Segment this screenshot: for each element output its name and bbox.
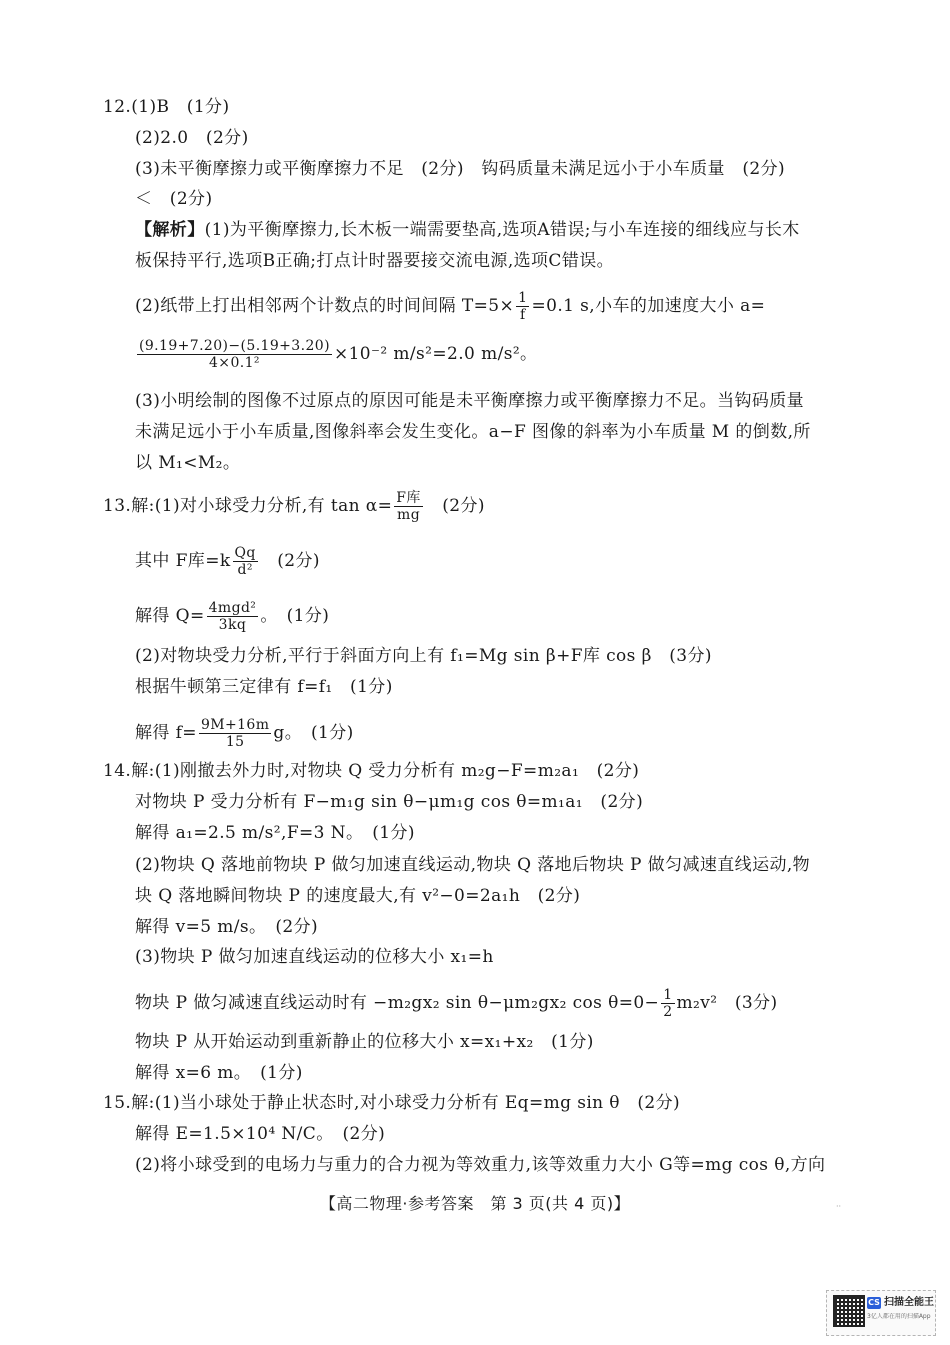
footer-dots: ··	[836, 1202, 842, 1211]
q12-answer-2: (2)2.0 (2分)	[135, 128, 249, 148]
q14-line-7: (3)物块 P 做匀加速直线运动的位移大小 x₁=h	[135, 947, 494, 967]
frac-den: 3kq	[218, 617, 247, 633]
q15-line-2: 解得 E=1.5×10⁴ N/C。 (2分)	[135, 1124, 386, 1144]
frac-num: (9.19+7.20)−(5.19+3.20)	[139, 338, 330, 354]
q14-line-1: 14.解:(1)刚撤去外力时,对物块 Q 受力分析有 m₂g−F=m₂a₁ (2分)	[103, 761, 640, 781]
q14-l8-prefix: 物块 P 做匀减速直线运动时有 −m₂gx₂ sin θ−μm₂gx₂ cos θ=0−	[135, 993, 660, 1013]
q13-l2-prefix: 其中 F库=k	[135, 551, 231, 571]
q12-explanation-1-text: (1)为平衡摩擦力,长木板一端需要垫高,选项A错误;与小车连接的细线应与长木	[204, 220, 800, 240]
q12-explanation-4	[135, 338, 537, 371]
q12-e3-prefix: (2)纸带上打出相邻两个计数点的时间间隔 T=5×	[135, 296, 515, 316]
q13-l1-prefix: 13.解:(1)对小球受力分析,有 tan α=	[103, 496, 393, 516]
q15-line-3: (2)将小球受到的电场力与重力的合力视为等效重力,该等效重力大小 G等=mg cos θ,方向	[135, 1155, 826, 1175]
frac-num: 1	[518, 290, 528, 306]
q13-l6-prefix: 解得 f=	[135, 723, 197, 743]
q12-answer-3: (3)未平衡摩擦力或平衡摩擦力不足 (2分) 钩码质量未满足远小于小车质量 (2分)	[135, 159, 786, 179]
q13-line-6	[135, 717, 354, 750]
jiexi-label: 【解析】	[135, 220, 205, 240]
frac-num: 9M+16m	[200, 717, 270, 733]
frac-den: 2	[663, 1004, 673, 1020]
q14-line-10: 解得 x=6 m。 (1分)	[135, 1063, 303, 1083]
frac-num: 1	[663, 987, 673, 1003]
q14-l8-suffix: m₂v² (3分)	[676, 993, 778, 1013]
frac-num: F库	[396, 490, 421, 506]
q13-line-2	[135, 545, 320, 578]
q13-line-4: (2)对物块受力分析,平行于斜面方向上有 f₁=Mg sin β+F库 cos β (3分)	[135, 646, 712, 666]
q12-explanation-1	[135, 219, 800, 241]
q13-l2-suffix: (2分)	[259, 551, 320, 571]
q12-explanation-3	[135, 290, 765, 323]
q14-line-8	[135, 987, 778, 1020]
q13-l1-suffix: (2分)	[424, 496, 485, 516]
camscanner-logo-icon: CS	[868, 1298, 880, 1307]
q12-answer-1: 12.(1)B (1分)	[103, 97, 230, 117]
page-footer: 【高二物理·参考答案 第 3 页(共 4 页)】	[319, 1194, 631, 1213]
q13-l3-prefix: 解得 Q=	[135, 606, 205, 626]
q12-explanation-2: 板保持平行,选项B正确;打点计时器要接交流电源,选项C错误。	[135, 251, 615, 271]
q12-explanation-5: (3)小明绘制的图像不过原点的原因可能是未平衡摩擦力或平衡摩擦力不足。当钩码质量	[135, 391, 805, 411]
q12-e4-suffix: ×10⁻² m/s²=2.0 m/s²。	[333, 344, 538, 364]
fraction-1-over-f	[516, 290, 529, 323]
fraction-half	[661, 987, 674, 1020]
fraction-tan	[394, 490, 423, 523]
q12-answer-3b: ＜ (2分)	[135, 189, 213, 209]
q12-e3-suffix: =0.1 s,小车的加速度大小 a=	[531, 296, 766, 316]
q14-line-3: 解得 a₁=2.5 m/s²,F=3 N。 (1分)	[135, 823, 415, 843]
q13-line-5: 根据牛顿第三定律有 f=f₁ (1分)	[135, 677, 393, 697]
frac-num: 4mgd²	[208, 600, 257, 616]
q14-line-4: (2)物块 Q 落地前物块 P 做匀加速直线运动,物块 Q 落地后物块 P 做匀减速直线运动,物	[135, 855, 811, 875]
fraction-f	[199, 717, 271, 750]
scanner-app-name: 扫描全能王	[884, 1297, 934, 1308]
q12-explanation-6: 未满足远小于小车质量,图像斜率会发生变化。a−F 图像的斜率为小车质量 M 的倒数,所	[135, 422, 811, 442]
frac-den: f	[520, 307, 526, 323]
q13-l6-suffix: g。 (1分)	[273, 723, 354, 743]
q13-line-3	[135, 600, 329, 633]
frac-den: 15	[225, 734, 245, 750]
q13-line-1	[103, 490, 485, 523]
frac-num: Qq	[234, 545, 256, 561]
qr-code-icon	[833, 1295, 865, 1327]
q13-l3-suffix: 。 (1分)	[260, 606, 330, 626]
q14-line-9: 物块 P 从开始运动到重新静止的位移大小 x=x₁+x₂ (1分)	[135, 1032, 594, 1052]
fraction-Q	[207, 600, 259, 633]
q14-line-6: 解得 v=5 m/s。 (2分)	[135, 917, 319, 937]
q14-line-5: 块 Q 落地瞬间物块 P 的速度最大,有 v²−0=2a₁h (2分)	[135, 886, 581, 906]
scanner-tagline: 3亿人都在用的扫描App	[867, 1313, 931, 1320]
q14-line-2: 对物块 P 受力分析有 F−m₁g sin θ−μm₁g cos θ=m₁a₁ (2分)	[135, 792, 644, 812]
fraction-coulomb	[233, 545, 258, 578]
frac-den: mg	[397, 507, 421, 523]
q12-explanation-7: 以 M₁<M₂。	[135, 453, 241, 473]
fraction-acceleration	[137, 338, 332, 371]
frac-den: 4×0.1²	[209, 355, 260, 371]
q15-line-1: 15.解:(1)当小球处于静止状态时,对小球受力分析有 Eq=mg sin θ (2分)	[103, 1093, 681, 1113]
scanner-watermark	[826, 1290, 936, 1336]
frac-den: d²	[237, 562, 253, 578]
